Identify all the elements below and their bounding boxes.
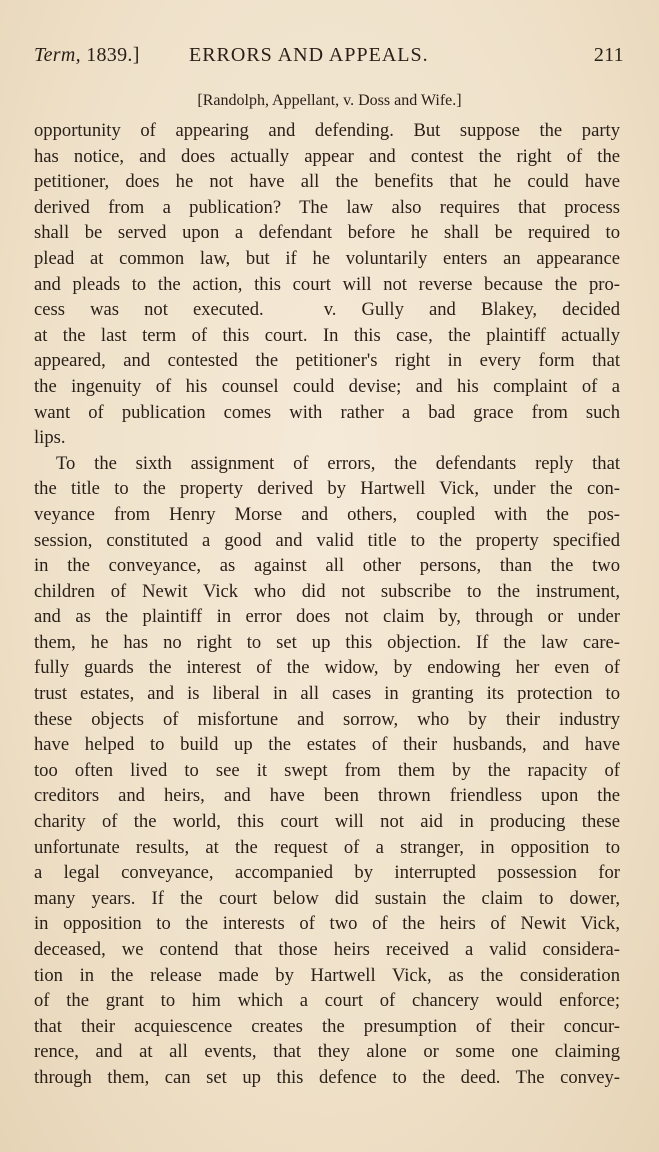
text-line: petitioner, does he not have all the benefits that he could have xyxy=(34,171,620,193)
text-line: lips. xyxy=(34,427,66,449)
text-line: and pleads to the action, this court will not reverse because the pro- xyxy=(34,273,620,295)
text-line: rence, and at all events, that they alone or some one claiming xyxy=(34,1041,620,1063)
text-line: deceased, we contend that those heirs received a valid considera- xyxy=(34,939,620,960)
text-line: veyance from Henry Morse and others, coupled with the pos- xyxy=(34,503,620,525)
text-segment: cess was not executed. xyxy=(34,299,264,321)
text-line: at the last term of this court. In this case, the plaintiff actually xyxy=(34,324,620,346)
text-line: trust estates, and is liberal in all cases in granting its protection to xyxy=(34,683,620,705)
running-head-title: ERRORS AND APPEALS. xyxy=(189,44,429,66)
running-head-term xyxy=(34,44,140,67)
text-line: children of Newit Vick who did not subscribe to the instrument, xyxy=(34,580,620,602)
text-line: want of publication comes with rather a bad grace from such xyxy=(34,401,620,423)
body-text xyxy=(34,118,620,1091)
text-line: appeared, and contested the petitioner's right in every form that xyxy=(34,350,620,372)
text-line: of the grant to him which a court of chancery would enforce; xyxy=(34,990,620,1012)
text-line: shall be served upon a defendant before he shall be required to xyxy=(34,222,620,244)
running-head xyxy=(34,44,624,74)
text-line: many years. If the court below did sustain the claim to dower, xyxy=(34,887,620,909)
text-line: opportunity of appearing and defending. But suppose the party xyxy=(34,120,620,141)
term-year: 1839.] xyxy=(80,44,140,66)
text-line: the ingenuity of his counsel could devise; and his complaint of a xyxy=(34,375,620,397)
term-label: Term, xyxy=(34,44,81,66)
text-line: in the conveyance, as against all other persons, than the two xyxy=(34,555,620,577)
text-line: too often lived to see it swept from them by the rapacity of xyxy=(34,759,620,781)
text-line: session, constituted a good and valid title to the property specified xyxy=(34,529,620,551)
paragraph-1 xyxy=(34,118,620,451)
text-line: charity of the world, this court will not aid in producing these xyxy=(34,811,620,833)
text-line: the title to the property derived by Hartwell Vick, under the con- xyxy=(34,478,620,500)
text-line: unfortunate results, at the request of a stranger, in opposition to xyxy=(34,836,620,858)
text-line-with-gap xyxy=(34,297,620,323)
text-line: a legal conveyance, accompanied by interrupted possession for xyxy=(34,862,620,884)
text-line: and as the plaintiff in error does not claim by, through or under xyxy=(34,606,620,628)
text-line: To the sixth assignment of errors, the defendants reply that xyxy=(56,452,620,474)
text-line: tion in the release made by Hartwell Vick, as the consideration xyxy=(34,964,620,986)
paragraph-2 xyxy=(34,451,620,1091)
case-caption: [Randolph, Appellant, v. Doss and Wife.] xyxy=(197,92,462,109)
text-line: that their acquiescence creates the presumption of their concur- xyxy=(34,1015,620,1037)
page-number: 211 xyxy=(593,44,624,66)
text-line: have helped to build up the estates of their husbands, and have xyxy=(34,734,620,756)
text-line: through them, can set up this defence to the deed. The convey- xyxy=(34,1066,620,1088)
text-line: in opposition to the interests of two of the heirs of Newit Vick, xyxy=(34,913,620,935)
text-line: has notice, and does actually appear and contest the right of the xyxy=(34,145,620,167)
text-line: derived from a publication? The law also requires that process xyxy=(34,196,620,218)
text-line: these objects of misfortune and sorrow, who by their industry xyxy=(34,708,620,730)
text-line: them, he has no right to set up this objection. If the law care- xyxy=(34,631,620,653)
text-line: creditors and heirs, and have been thrown friendless upon the xyxy=(34,785,620,807)
case-citation: v. Gully and Blakey, decided xyxy=(323,299,620,321)
text-line: plead at common law, but if he voluntarily enters an appearance xyxy=(34,247,620,269)
text-line: fully guards the interest of the widow, by endowing her even of xyxy=(34,657,620,679)
